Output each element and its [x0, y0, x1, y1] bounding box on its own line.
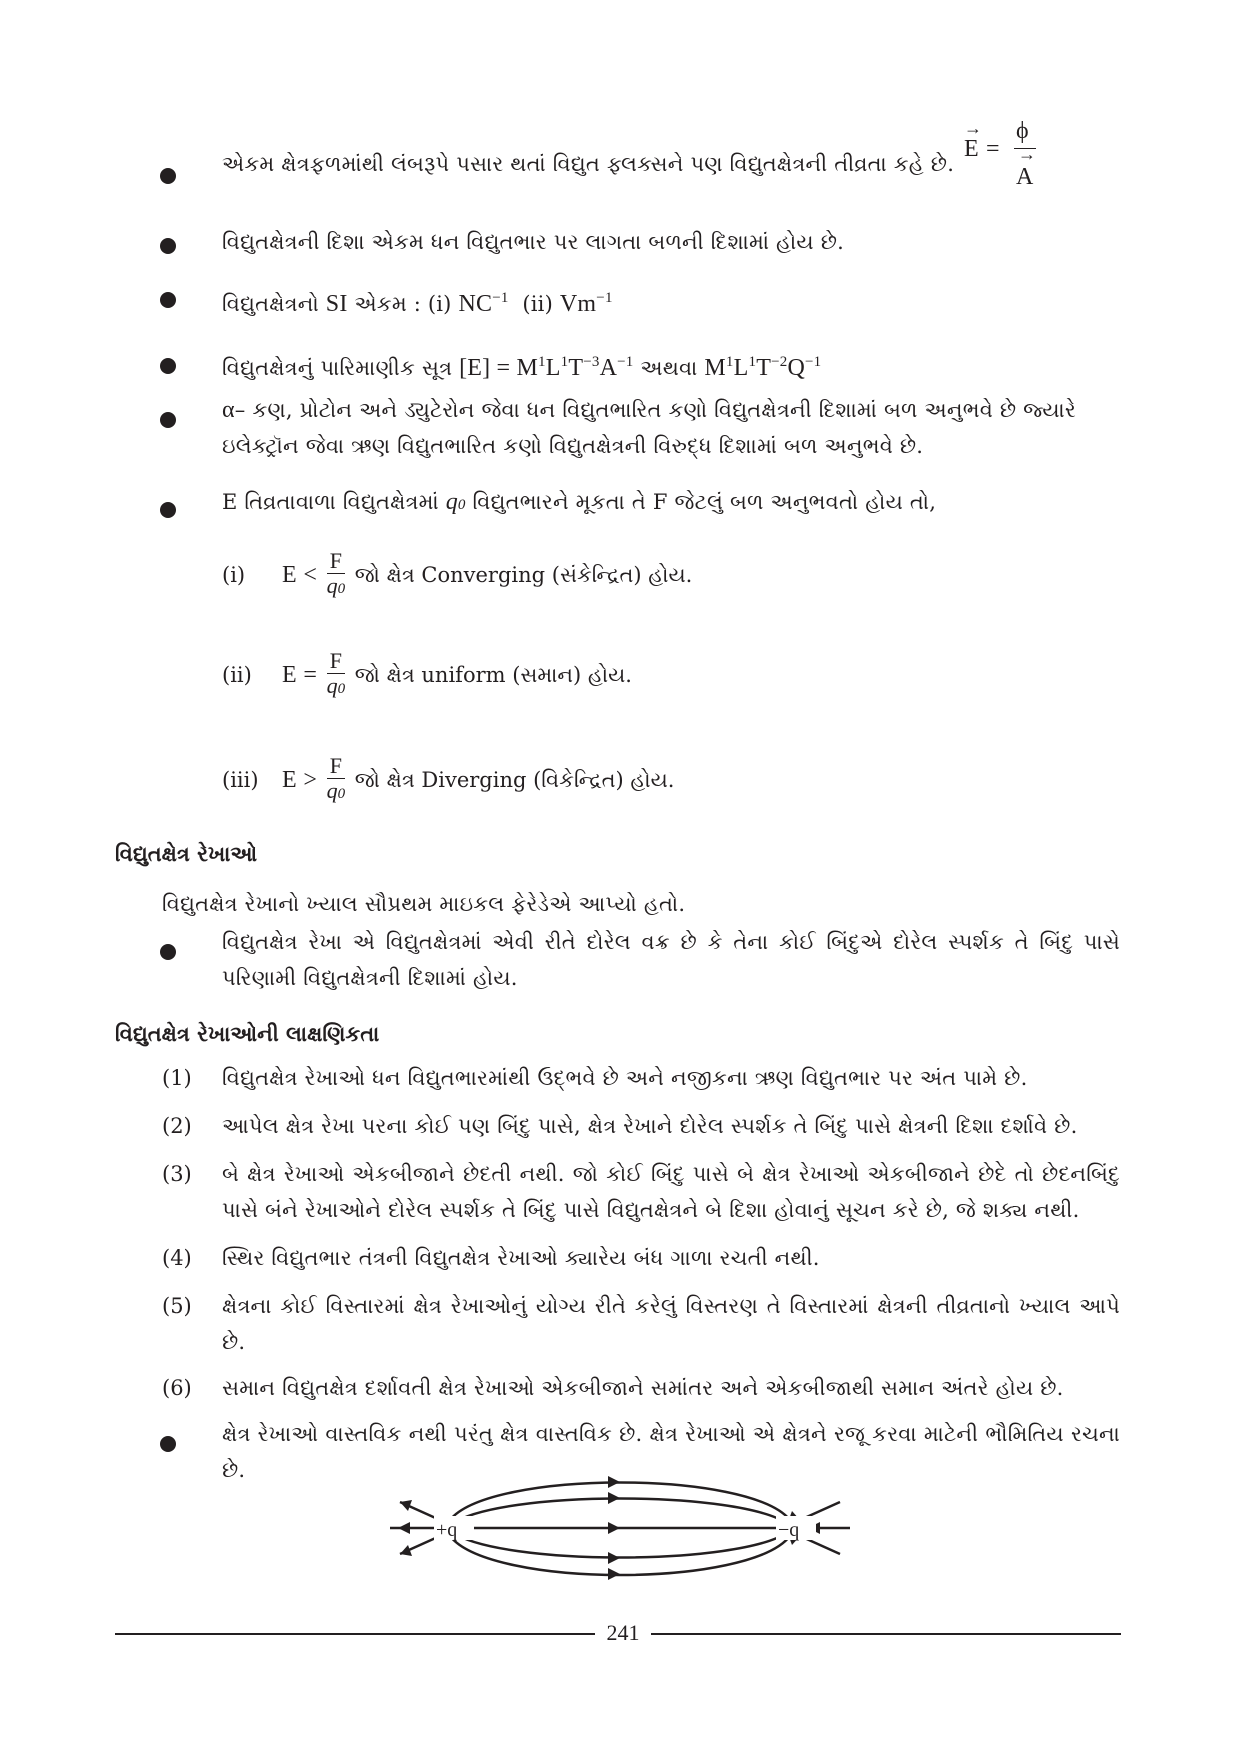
formula-denominator: A [1016, 164, 1034, 190]
section-1-bullet: વિદ્યુતક્ષેત્ર રેખા એ વિદ્યુતક્ષેત્રમાં એવી રીતે દોરેલ વક્ર છે કે તેના કોઈ બિંદુએ દોરેલ સ્પર્શક તે બિંદુ પાસે પરિણામી વિદ્યુતક્ષેત્રની દિશામાં હોય. [222, 930, 1120, 990]
positive-charge-label: +q [436, 1519, 458, 1541]
bullet-3-text: વિદ્યુતક્ષેત્રનો SI એકમ : (i) $NC^{-1}$ (ii) $Vm^{-1}$ [222, 290, 613, 317]
bullet-dot [160, 358, 176, 374]
negative-charge-label: −q [778, 1519, 800, 1541]
bullet-dot [160, 412, 176, 428]
bullet-dot [160, 168, 176, 184]
bullet-dot [160, 944, 176, 960]
bullet-1-text: એકમ ક્ષેત્રફળમાંથી લંબરૂપે પસાર થતાં વિદ્યુત ફ્લક્સને પણ વિદ્યુતક્ષેત્રની તીવ્રતા કહે છે. [222, 152, 955, 176]
case-item: (i) E < $\frac{F}{q0}$ જો ક્ષેત્ર Converging (સંકેન્દ્રિત) હોય. [222, 540, 692, 610]
case-item: (iii) E > $\frac{F}{q0}$ જો ક્ષેત્ર Diverging (વિકેન્દ્રિત) હોય. [222, 745, 674, 815]
bullet-dot [160, 502, 176, 518]
item-text: સમાન વિદ્યુતક્ષેત્ર દર્શાવતી ક્ષેત્ર રેખાઓ એકબીજાને સમાંતર અને એકબીજાથી સમાન અંતરે હોય છે. [222, 1376, 1064, 1400]
fraction: $\frac{F}{q0}$ [326, 648, 346, 698]
fraction: $\frac{F}{q0}$ [326, 548, 346, 598]
field-line-inner-bottom [452, 1532, 788, 1558]
field-lines-diagram [390, 1450, 850, 1600]
case-list [222, 540, 922, 820]
formula-lhs: E [964, 136, 979, 162]
footer-rule-left [115, 1633, 595, 1635]
item-number: (6) [162, 1376, 192, 1400]
formula-numerator: ϕ [1016, 118, 1029, 144]
footer-rule-right [651, 1633, 1121, 1635]
item-number: (3) [162, 1162, 192, 1186]
fraction: $\frac{F}{q0}$ [326, 753, 346, 803]
section-heading-characteristics: વિદ્યુતક્ષેત્ર રેખાઓની લાક્ષણિકતા [115, 1021, 380, 1046]
arrow-head [608, 1492, 620, 1504]
arrow-head [398, 1522, 410, 1534]
bullet-dot [160, 238, 176, 254]
field-line-inner-top [452, 1499, 788, 1525]
item-number: (1) [162, 1066, 192, 1090]
arrow-head [608, 1552, 620, 1564]
item-text: વિદ્યુતક્ષેત્ર રેખાઓ ધન વિદ્યુતભારમાંથી ઉદ્ભવે છે અને નજીકના ઋણ વિદ્યુતભાર પર અંત પામે છે. [222, 1066, 1028, 1090]
bullet-6-text: E તિવ્રતાવાળા વિદ્યુતક્ષેત્રમાં q0 વિદ્યુતભારને મૂકતા તે F જેટલું બળ અનુભવતો હોય તો, [222, 489, 937, 515]
item-text: બે ક્ષેત્ર રેખાઓ એકબીજાને છેદતી નથી. જો કોઈ બિંદુ પાસે બે ક્ષેત્ર રેખાઓ એકબીજાને છેદે તો છેદનબિંદુ પાસે બંને રેખાઓને દોરેલ સ્પર્શક તે બિંદુ પાસે વિદ્યુતક્ષેત્રને બે દિશા હોવાનું સૂચન કરે છે, જે શક્ય નથી. [222, 1162, 1120, 1222]
bullet-4-text: વિદ્યુતક્ષેત્રનું પારિમાણીક સૂત્ર $[E] = M^1L^1T^{-3}A^{-1}$ અથવા $M^1L^1T^{-2}Q^{-1}$ [222, 354, 822, 381]
field-line-outer-top [450, 1483, 790, 1521]
item-text: સ્થિર વિદ્યુતભાર તંત્રની વિદ્યુતક્ષેત્ર રેખાઓ ક્યારેય બંધ ગાળા રચતી નથી. [222, 1246, 820, 1270]
arrow-head [608, 1568, 620, 1580]
bullet-dot [160, 292, 176, 308]
bullet-5-line1: α– કણ, પ્રોટોન અને ડ્યુટેરોન જેવા ધન વિદ્યુતભારિત કણો વિદ્યુતક્ષેત્રની દિશામાં બળ અનુભવે છે જ્યારે [222, 397, 1076, 423]
last-bullet-text: ક્ષેત્ર રેખાઓ વાસ્તવિક નથી પરંતુ ક્ષેત્ર વાસ્તવિક છે. ક્ષેત્ર રેખાઓ એ ક્ષેત્રને રજૂ કરવા માટેની ભૌમિતિય રચના છે. [222, 1422, 1120, 1482]
flux-formula: → E = ϕ → A [964, 118, 1036, 190]
field-line-outer-bottom [450, 1536, 790, 1575]
item-number: (2) [162, 1114, 192, 1138]
arrow-head [608, 1522, 620, 1534]
bullet-dot [160, 1436, 176, 1452]
page-number: 241 [606, 1620, 640, 1645]
case-item: (ii) E = $\frac{F}{q0}$ જો ક્ષેત્ર uniform (સમાન) હોય. [222, 640, 632, 710]
bullet-2-text: વિદ્યુતક્ષેત્રની દિશા એકમ ધન વિદ્યુતભાર પર લાગતા બળની દિશામાં હોય છે. [222, 230, 844, 254]
item-text: આપેલ ક્ષેત્ર રેખા પરના કોઈ પણ બિંદુ પાસે, ક્ષેત્ર રેખાને દોરેલ સ્પર્શક તે બિંદુ પાસે ક્ષેત્રની દિશા દર્શાવે છે. [222, 1114, 1078, 1138]
arrow-head [608, 1476, 620, 1488]
item-number: (4) [162, 1246, 192, 1270]
section-heading-field-lines: વિદ્યુતક્ષેત્ર રેખાઓ [115, 841, 258, 866]
bullet-5-line2: ઇલેક્ટ્રૉન જેવા ઋણ વિદ્યુતભારિત કણો વિદ્યુતક્ષેત્રની વિરુદ્ધ દિશામાં બળ અનુભવે છે. [222, 434, 924, 458]
item-text: ક્ષેત્રના કોઈ વિસ્તારમાં ક્ષેત્ર રેખાઓનું યોગ્ય રીતે કરેલું વિસ્તરણ તે વિસ્તારમાં ક્ષેત્રની તીવ્રતાનો ખ્યાલ આપે છે. [222, 1294, 1120, 1354]
section-1-intro: વિદ્યુતક્ષેત્ર રેખાનો ખ્યાલ સૌપ્રથમ માઇકલ ફેરેડેએ આપ્યો હતો. [162, 892, 686, 916]
item-number: (5) [162, 1294, 192, 1318]
